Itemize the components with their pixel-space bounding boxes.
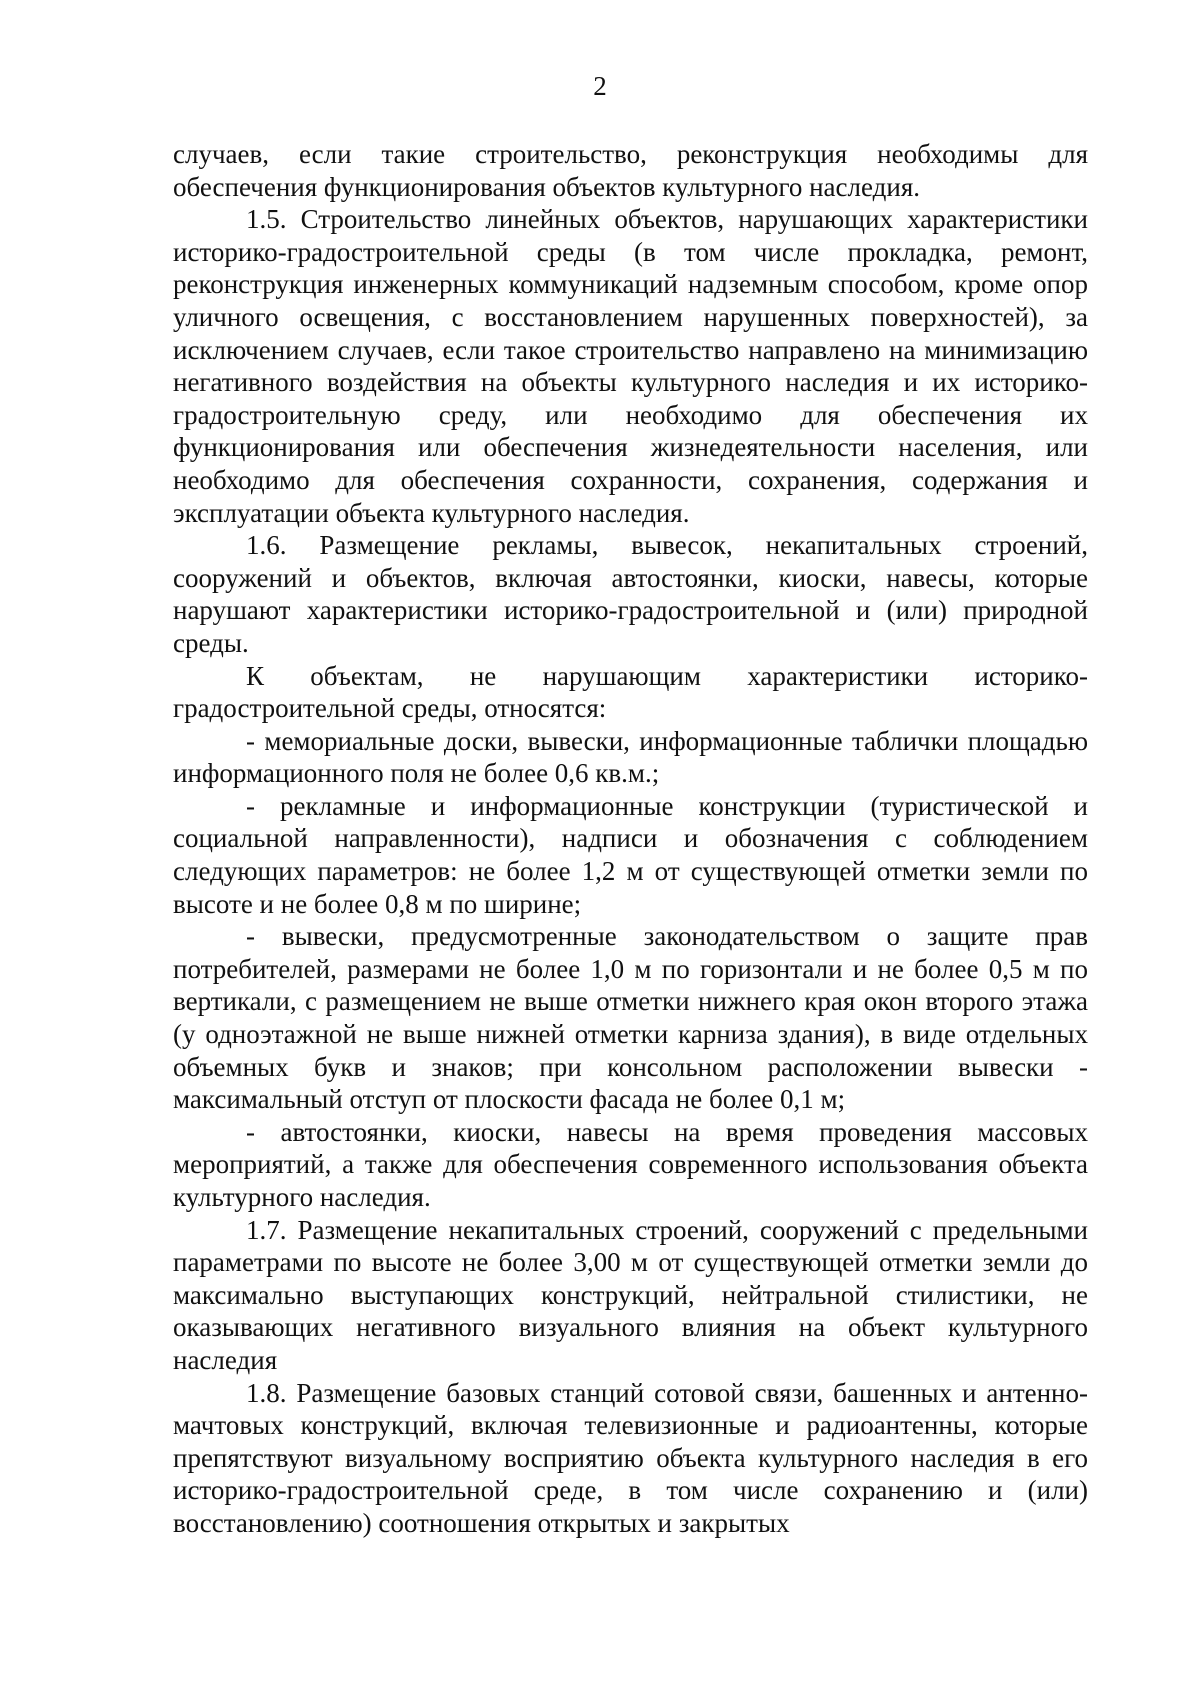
paragraph-1-6: 1.6. Размещение рекламы, вывесок, некапитальных строений, сооружений и объектов, включая автостоянки, киоски, навесы, которые нарушают характеристики историко-градостроительной и (или) природной среды. [173, 530, 1088, 658]
paragraph-1-8: 1.8. Размещение базовых станций сотовой связи, башенных и антенно-мачтовых конструкций, включая телевизионные и радиоантенны, которые препятствуют визуальному восприятию объекта культурного наследия в его историко-градостроительной среде, в том числе сохранению и (или) восстановлению) соотношения открытых и закрытых [173, 1377, 1088, 1538]
paragraph-exceptions-intro: К объектам, не нарушающим характеристики историко-градостроительной среды, относятся: [173, 660, 1088, 724]
paragraph-1-7: 1.7. Размещение некапитальных строений, сооружений с предельными параметрами по высоте не более 3,00 м от существующей отметки земли до максимально выступающих конструкций, нейтральной стилистики, не оказывающих негативного визуального влияния на объект культурного наследия [173, 1214, 1088, 1375]
list-item-advertising-structures: - рекламные и информационные конструкции (туристической и социальной направленности), надписи и обозначения с соблюдением следующих параметров: не более 1,2 м от существующей отметки земли по высоте и не более 0,8 м по ширине; [173, 790, 1088, 919]
page-number: 2 [593, 71, 607, 101]
list-item-memorial-plaques: - мемориальные доски, вывески, информационные таблички площадью информационного поля не более 0,6 кв.м.; [173, 725, 1088, 789]
document-body [173, 138, 1088, 1540]
paragraph-1-5: 1.5. Строительство линейных объектов, нарушающих характеристики историко-градостроительной среды (в том числе прокладка, ремонт, реконструкция инженерных коммуникаций надземным способом, кроме опор уличного освещения, с восстановлением нарушенных поверхностей), за исключением случаев, если такое строительство направлено на минимизацию негативного воздействия на объекты культурного наследия и их историко-градостроительную среду, или необходимо для обеспечения их функционирования или обеспечения жизнедеятельности населения, или необходимо для обеспечения сохранности, сохранения, содержания и эксплуатации объекта культурного наследия. [173, 204, 1088, 528]
list-item-signboards: - вывески, предусмотренные законодательством о защите прав потребителей, размерами не более 1,0 м по горизонтали и не более 0,5 м по вертикали, с размещением не выше отметки нижнего края окон второго этажа (у одноэтажной не выше нижней отметки карниза здания), в виде отдельных объемных букв и знаков; при консольном расположении вывески - максимальный отступ от плоскости фасада не более 0,1 м; [173, 921, 1088, 1115]
list-item-temporary-parking: - автостоянки, киоски, навесы на время проведения массовых мероприятий, а также для обеспечения современного использования объекта культурного наследия. [173, 1116, 1088, 1212]
paragraph-continuation: случаев, если такие строительство, реконструкция необходимы для обеспечения функционирования объектов культурного наследия. [173, 139, 1088, 202]
